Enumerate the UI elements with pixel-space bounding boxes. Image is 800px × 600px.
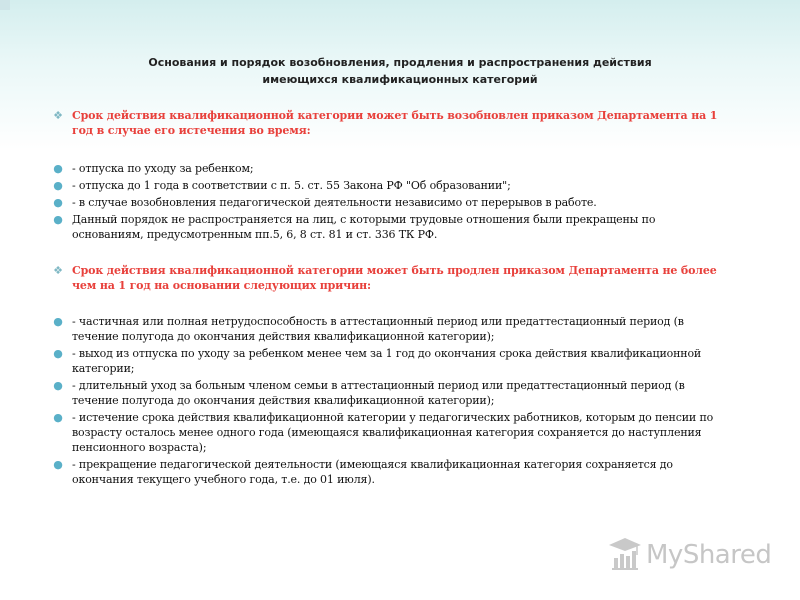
heading-line: Срок действия квалификационной категории может быть продлен приказом Департамента не более <box>72 264 717 277</box>
list-item <box>52 314 762 344</box>
slide-body <box>52 108 762 487</box>
item-line: течение полугода до окончания действия квалификационной категории); <box>72 394 495 407</box>
item-line: возрасту осталось менее одного года (имеющаяся квалификационная категория сохраняется до наступления <box>72 426 702 439</box>
bullet-icon: ● <box>53 213 63 226</box>
heading-line: год в случае его истечения во время: <box>72 124 311 137</box>
list-item <box>52 178 762 193</box>
heading-line: Срок действия квалификационной категории может быть возобновлен приказом Департамента на 1 <box>72 109 718 122</box>
bullet-icon: ● <box>53 347 63 360</box>
list-item <box>52 410 762 455</box>
item-line: - в случае возобновления педагогической деятельности независимо от перерывов в работе. <box>72 196 597 209</box>
item-line: - истечение срока действия квалификационной категории у педагогических работников, которым до пенсии по <box>72 411 714 424</box>
item-line: - выход из отпуска по уходу за ребенком менее чем за 1 год до окончания срока действия квалификационной <box>72 347 702 360</box>
bullet-icon: ● <box>53 315 63 328</box>
watermark-logo <box>606 536 772 576</box>
bullet-icon: ● <box>53 196 63 209</box>
item-line: - отпуска до 1 года в соответствии с п. 5. ст. 55 Закона РФ "Об образовании"; <box>72 179 511 192</box>
item-line: - отпуска по уходу за ребенком; <box>72 162 254 175</box>
bullet-icon: ● <box>53 179 63 192</box>
item-line: окончания текущего учебного года, т.е. до 01 июля). <box>72 473 375 486</box>
list-item <box>52 195 762 210</box>
slide-title <box>100 54 700 88</box>
bullet-icon: ● <box>53 411 63 424</box>
list-item <box>52 212 762 242</box>
watermark-text: MyShared <box>646 540 772 570</box>
item-line: - частичная или полная нетрудоспособность в аттестационный период или предаттестационный период (в <box>72 315 684 328</box>
item-line: категории; <box>72 362 135 375</box>
item-line: Данный порядок не распространяется на лиц, с которыми трудовые отношения были прекращены по <box>72 213 656 226</box>
ornate-bullet-icon: ❖ <box>53 109 63 122</box>
item-line: - длительный уход за больным членом семьи в аттестационный период или предаттестационный период (в <box>72 379 685 392</box>
item-line: основаниям, предусмотренным пп.5, 6, 8 ст. 81 и ст. 336 ТК РФ. <box>72 228 438 241</box>
mortarboard-chart-icon <box>606 536 644 572</box>
item-line: течение полугода до окончания действия квалификационной категории); <box>72 330 495 343</box>
bullet-icon: ● <box>53 379 63 392</box>
list-item <box>52 378 762 408</box>
bullet-icon: ● <box>53 458 63 471</box>
section-2-heading <box>52 263 762 293</box>
list-item <box>52 346 762 376</box>
section-1-heading <box>52 108 762 138</box>
title-line-1: Основания и порядок возобновления, продления и распространения действия <box>148 56 652 69</box>
list-item <box>52 161 762 176</box>
heading-line: чем на 1 год на основании следующих причин: <box>72 279 371 292</box>
item-line: - прекращение педагогической деятельности (имеющаяся квалификационная категория сохраняется до <box>72 458 673 471</box>
list-item <box>52 457 762 487</box>
item-line: пенсионного возраста); <box>72 441 207 454</box>
ornate-bullet-icon: ❖ <box>53 264 63 277</box>
corner-decoration <box>0 0 10 10</box>
bullet-icon: ● <box>53 162 63 175</box>
title-line-2: имеющихся квалификационных категорий <box>262 73 538 86</box>
